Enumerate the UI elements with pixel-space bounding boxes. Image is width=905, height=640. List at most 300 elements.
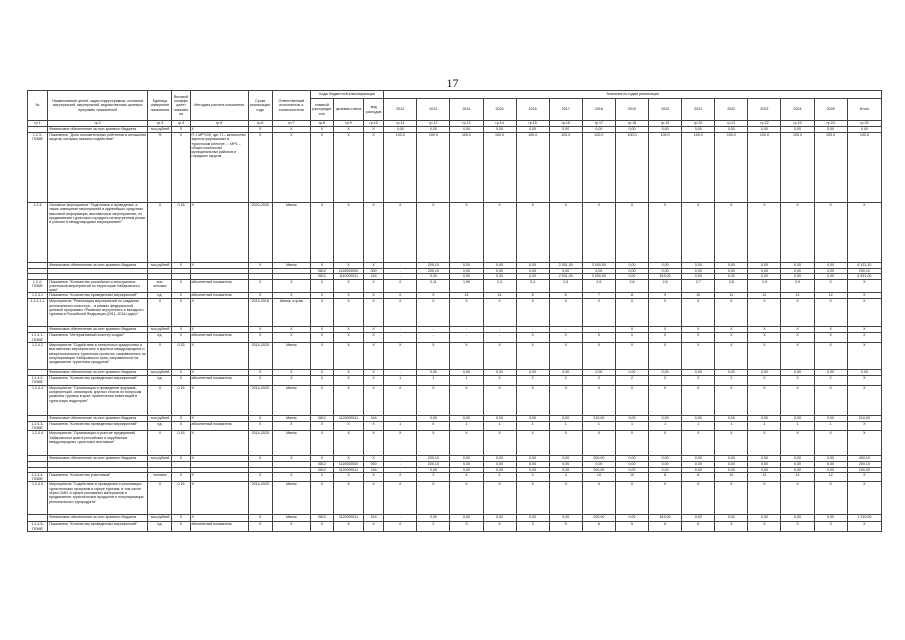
table-cell: Х xyxy=(483,343,516,370)
table-cell: 100,0 xyxy=(748,133,781,203)
table-cell: 0,00 xyxy=(417,467,450,472)
table-cell: 2,6 xyxy=(582,279,615,293)
table-cell: 0,00 xyxy=(582,269,615,274)
table-cell: Х xyxy=(364,376,384,386)
table-cell: Х xyxy=(172,472,190,482)
table-cell: 100,0 xyxy=(649,133,682,203)
table-cell: Х xyxy=(333,299,363,327)
table-cell: Х xyxy=(847,385,881,415)
table-cell: Х xyxy=(483,482,516,515)
header-year: 2021 xyxy=(682,99,715,121)
table-cell: 0,00 xyxy=(450,415,483,421)
table-cell: 0,00 xyxy=(450,515,483,522)
table-cell: - xyxy=(384,263,417,269)
table-cell: 100,0 xyxy=(450,133,483,203)
table-cell: 0,00 xyxy=(781,415,814,421)
table-cell: 2013-2018 xyxy=(248,299,272,327)
table-cell: Х xyxy=(649,431,682,456)
header-year: 2013 xyxy=(417,99,450,121)
table-row xyxy=(28,385,882,415)
table-cell: Х xyxy=(748,203,781,263)
table-cell: 12 xyxy=(748,293,781,299)
table-cell: 200,00 xyxy=(582,515,615,522)
table-cell: Х xyxy=(417,203,450,263)
table-cell: Х xyxy=(333,263,363,269)
table-cell: 0,00 xyxy=(682,462,715,467)
table-cell: 200,10 xyxy=(417,462,450,467)
table-cell: 0,00 xyxy=(615,515,648,522)
column-number-cell: гр.16 xyxy=(549,121,582,127)
table-cell: 0,33 xyxy=(172,343,190,370)
table-cell: 1110099111 xyxy=(333,274,363,279)
table-cell: Х xyxy=(549,203,582,263)
table-cell: Х xyxy=(310,279,333,293)
table-cell: 1120099111 xyxy=(333,415,363,421)
table-cell: 2014-2025 xyxy=(248,482,272,515)
table-cell: 3 xyxy=(715,522,748,532)
table-cell: 0,00 xyxy=(516,370,549,376)
table-cell: 200,10 xyxy=(417,456,450,462)
table-cell: 10 xyxy=(682,293,715,299)
table-cell: 0,00 xyxy=(450,127,483,133)
table-cell: Х xyxy=(781,385,814,415)
table-cell: Х xyxy=(516,343,549,370)
table-cell: Х xyxy=(333,421,363,431)
table-cell: 0,00 xyxy=(516,127,549,133)
column-number-cell: гр.5 xyxy=(190,121,248,127)
table-cell: Х xyxy=(615,203,648,263)
table-cell: Х xyxy=(172,133,190,203)
table-cell: Х xyxy=(715,299,748,327)
table-cell: Х xyxy=(310,133,333,203)
table-cell: абсолютный показатель xyxy=(190,376,248,386)
table-cell: Минэк xyxy=(272,415,310,421)
row-name-cell: Финансовое обеспечение за счет краевого бюджета xyxy=(48,370,148,376)
table-cell: - xyxy=(384,415,417,421)
table-cell: 2,5 xyxy=(549,279,582,293)
table-cell: 12 xyxy=(781,472,814,482)
table-cell: Х xyxy=(364,482,384,515)
table-cell: Х xyxy=(715,482,748,515)
table-cell: Х xyxy=(190,127,248,133)
table-cell: Х xyxy=(715,431,748,456)
table-cell: 0812 xyxy=(310,415,333,421)
table-cell: 0,00 xyxy=(649,370,682,376)
header-year: 2015 xyxy=(483,99,516,121)
table-cell: 2,6 xyxy=(615,279,648,293)
table-cell: 4 xyxy=(450,472,483,482)
table-cell: Х xyxy=(364,279,384,293)
table-cell: Х xyxy=(417,299,450,327)
table-cell: Минэк, стр-ва xyxy=(272,299,310,327)
table-cell: Х xyxy=(516,385,549,415)
table-cell: 5 931,00 xyxy=(847,274,881,279)
table-cell: Х xyxy=(172,421,190,431)
table-cell: 100,0 xyxy=(384,133,417,203)
table-cell: Х xyxy=(715,333,748,343)
table-cell: Х xyxy=(364,327,384,333)
table-cell: 0,00 xyxy=(615,467,648,472)
table-cell: 100,0 xyxy=(582,133,615,203)
column-number-cell: гр.1 xyxy=(28,121,48,127)
table-cell: 0,00 xyxy=(649,269,682,274)
column-number-cell: гр.2 xyxy=(48,121,148,127)
table-cell: Х xyxy=(847,327,881,333)
table-cell: 000 xyxy=(364,269,384,274)
table-row xyxy=(28,522,882,532)
table-cell: тыс.рублей xyxy=(148,370,172,376)
table-cell: Х xyxy=(649,482,682,515)
column-number-cell: гр.24 xyxy=(814,121,847,127)
column-number-cell: гр.8 xyxy=(310,121,333,127)
table-cell: тыс.рублей xyxy=(148,327,172,333)
table-cell: Х xyxy=(417,385,450,415)
table-cell: 0,00 xyxy=(483,515,516,522)
table-cell: Х xyxy=(190,472,248,482)
table-cell: - xyxy=(516,327,549,333)
table-cell: 0,00 xyxy=(615,415,648,421)
table-cell: 2 xyxy=(549,376,582,386)
row-name-cell: Мероприятие "Содействие в интересных ярмарочных и выставочных мероприятиях и крупных международных и межрегиональных туристских проектах, направленных на популяризацию Хабаровского края, направленное на продвижение туристских продуктов" xyxy=(48,343,148,370)
table-cell: 12 xyxy=(781,293,814,299)
table-cell: 5 xyxy=(516,293,549,299)
table-cell: Х xyxy=(172,127,190,133)
table-cell: 3 000,00 xyxy=(582,274,615,279)
table-cell: 0,00 xyxy=(715,370,748,376)
table-cell: Х xyxy=(190,456,248,462)
table-cell: 0,00 xyxy=(483,263,516,269)
table-cell: Х xyxy=(310,327,333,333)
table-cell: 9 xyxy=(417,293,450,299)
table-cell: Минэк xyxy=(272,482,310,515)
table-cell: 100,0 xyxy=(781,133,814,203)
table-cell: Х xyxy=(781,333,814,343)
table-cell: Х xyxy=(272,370,310,376)
table-row xyxy=(28,279,882,293)
table-cell: ед. xyxy=(148,522,172,532)
table-cell: Х xyxy=(364,385,384,415)
row-name-cell: Финансовое обеспечение за счет краевого бюджета xyxy=(48,515,148,522)
table-cell: 0,00 xyxy=(748,515,781,522)
table-cell: Х xyxy=(172,327,190,333)
column-number-cell: гр.17 xyxy=(582,121,615,127)
table-cell: Х xyxy=(615,333,648,343)
table-cell: 1 xyxy=(417,376,450,386)
table-cell: ед. xyxy=(148,376,172,386)
table-cell: 100,0 xyxy=(615,133,648,203)
header-year: 2018 xyxy=(582,99,615,121)
table-cell: Х xyxy=(649,333,682,343)
table-cell: Х xyxy=(310,385,333,415)
table-cell: Х xyxy=(333,327,363,333)
table-cell: Х xyxy=(483,203,516,263)
table-cell: Х xyxy=(847,482,881,515)
table-cell: Х xyxy=(310,482,333,515)
table-cell: Х xyxy=(682,299,715,327)
table-cell: Х xyxy=(310,293,333,299)
table-cell: 5 xyxy=(549,522,582,532)
table-cell: 2 xyxy=(814,376,847,386)
row-name-cell: Показатель "Количество проведенных мероприятий" xyxy=(48,376,148,386)
table-cell: Х xyxy=(333,343,363,370)
table-cell: 0,00 xyxy=(615,462,648,467)
table-cell: 210,00 xyxy=(847,415,881,421)
table-cell: Х xyxy=(248,127,272,133)
table-cell: 0,00 xyxy=(516,415,549,421)
table-cell: Х xyxy=(450,299,483,327)
table-cell: 0,00 xyxy=(814,456,847,462)
table-cell: Х xyxy=(190,327,248,333)
table-cell: Х xyxy=(384,482,417,515)
table-cell: 0,00 xyxy=(649,467,682,472)
table-cell: 1,96 xyxy=(450,279,483,293)
row-name-cell: Финансовое обеспечение за счет краевого бюджета xyxy=(48,456,148,462)
table-cell: ед. xyxy=(148,333,172,343)
table-row xyxy=(28,343,882,370)
table-cell: 100,0 xyxy=(814,133,847,203)
table-cell: 0,00 xyxy=(715,127,748,133)
table-cell: 2 xyxy=(781,376,814,386)
table-cell: Х xyxy=(549,343,582,370)
table-cell: 200,10 xyxy=(847,269,881,274)
table-row xyxy=(28,515,882,522)
table-cell: Х xyxy=(310,333,333,343)
table-cell: 0,00 xyxy=(682,370,715,376)
table-cell: Х xyxy=(310,203,333,263)
table-cell: 0,00 xyxy=(748,456,781,462)
row-number-cell xyxy=(28,515,48,522)
table-cell: 10 xyxy=(582,472,615,482)
table-cell: Х xyxy=(549,482,582,515)
table-cell: Х xyxy=(516,299,549,327)
table-cell: 0,00 xyxy=(516,274,549,279)
table-cell: 1110000000 xyxy=(333,269,363,274)
table-cell: 519,00 xyxy=(649,515,682,522)
table-cell: Х xyxy=(384,299,417,327)
table-cell: Х xyxy=(272,472,310,482)
table-cell: 0 xyxy=(549,333,582,343)
table-cell: 200,00 xyxy=(582,456,615,462)
table-cell: Х xyxy=(450,482,483,515)
table-cell: 100,0 xyxy=(682,133,715,203)
table-cell: Х xyxy=(516,482,549,515)
table-cell: 0,00 xyxy=(748,415,781,421)
table-cell: 0,00 xyxy=(549,269,582,274)
column-number-cell: гр.7 xyxy=(272,121,310,127)
table-cell: 400,10 xyxy=(847,456,881,462)
table-cell: 0,00 xyxy=(781,274,814,279)
table-cell: Х xyxy=(272,456,310,462)
column-number-cell: гр.19 xyxy=(649,121,682,127)
column-number-cell: гр.4 xyxy=(172,121,190,127)
table-cell: 200,10 xyxy=(847,462,881,467)
table-cell: 0,00 xyxy=(814,462,847,467)
table-cell: 0,00 xyxy=(615,263,648,269)
table-cell: 6 xyxy=(549,293,582,299)
table-cell: Минэк xyxy=(272,343,310,370)
table-cell: Х xyxy=(649,203,682,263)
table-cell: 3 000,00 xyxy=(582,263,615,269)
table-cell: 0,00 xyxy=(682,456,715,462)
table-cell: Х xyxy=(190,299,248,327)
table-cell: Х xyxy=(615,343,648,370)
table-cell: Х xyxy=(172,333,190,343)
table-cell: 0,00 xyxy=(814,274,847,279)
table-cell: Х xyxy=(333,279,363,293)
table-cell: Х xyxy=(333,431,363,456)
table-cell: 2,8 xyxy=(715,279,748,293)
table-cell: 0,00 xyxy=(715,467,748,472)
table-cell: Х xyxy=(384,385,417,415)
table-cell: 0,00 xyxy=(682,274,715,279)
table-cell: Х xyxy=(272,522,310,532)
table-cell: 7 xyxy=(582,293,615,299)
table-cell: Х xyxy=(190,370,248,376)
header-code-sub: целевая статья xyxy=(333,99,363,121)
table-cell: 0812 xyxy=(310,462,333,467)
table-cell: 0,00 xyxy=(516,467,549,472)
table-cell: 0,00 xyxy=(748,462,781,467)
table-cell: 0,00 xyxy=(483,456,516,462)
table-cell: 1 xyxy=(615,421,648,431)
table-cell: Х xyxy=(333,385,363,415)
row-name-cell: Показатель "Количество российских и иностранных участников мероприятий по территории Хабаровского края" xyxy=(48,279,148,293)
row-name-cell: Показатель "Количество участников" xyxy=(48,472,148,482)
table-cell: 4 xyxy=(549,472,582,482)
table-cell: Х xyxy=(310,456,333,462)
table-cell: 0 xyxy=(384,293,417,299)
table-cell: 0 xyxy=(582,333,615,343)
table-cell: 0,00 xyxy=(781,515,814,522)
table-cell: Х xyxy=(615,482,648,515)
column-number-cell: гр.6 xyxy=(248,121,272,127)
table-cell: 0,00 xyxy=(450,269,483,274)
table-cell: 0 xyxy=(384,522,417,532)
table-cell: Х xyxy=(847,279,881,293)
table-cell: 2,6 xyxy=(649,279,682,293)
table-cell: - xyxy=(450,333,483,343)
table-cell: Х xyxy=(310,299,333,327)
header-year: 2014 xyxy=(450,99,483,121)
row-name-cell: Финансовое обеспечение за счет краевого бюджета xyxy=(48,263,148,269)
table-cell: Х xyxy=(364,333,384,343)
table-cell: Х xyxy=(248,421,272,431)
table-cell: - xyxy=(384,269,417,274)
table-cell: Х xyxy=(384,472,417,482)
table-cell: 0,00 xyxy=(682,127,715,133)
table-cell: 3 xyxy=(748,522,781,532)
table-cell: Х xyxy=(582,431,615,456)
table-cell: 2 xyxy=(417,522,450,532)
table-cell: 0,00 xyxy=(450,370,483,376)
table-row xyxy=(28,333,882,343)
table-cell: 0,00 xyxy=(417,274,450,279)
column-number-cell: гр.20 xyxy=(682,121,715,127)
table-cell: 0,00 xyxy=(847,370,881,376)
table-cell: 2 xyxy=(417,472,450,482)
table-cell: - xyxy=(384,333,417,343)
table-cell: 0,00 xyxy=(748,263,781,269)
table-cell: 11 xyxy=(715,293,748,299)
table-cell: 0,00 xyxy=(516,263,549,269)
table-cell: ед. xyxy=(148,293,172,299)
table-cell: 0,00 xyxy=(417,515,450,522)
column-number-cell: гр.3 xyxy=(148,121,172,127)
table-cell: 0,00 xyxy=(715,462,748,467)
table-cell: 0,00 xyxy=(814,415,847,421)
table-row xyxy=(28,376,882,386)
table-cell: Х xyxy=(272,293,310,299)
column-number-cell: гр.23 xyxy=(781,121,814,127)
table-cell: Х xyxy=(190,415,248,421)
table-cell: человек xyxy=(148,472,172,482)
table-cell: Х xyxy=(148,385,172,415)
table-cell: Х xyxy=(333,370,363,376)
table-cell: 0,00 xyxy=(549,127,582,133)
table-cell: 0,00 xyxy=(483,462,516,467)
table-cell: 0,00 xyxy=(483,370,516,376)
table-cell: 2014-2025 xyxy=(248,431,272,456)
table-cell: 2 xyxy=(483,376,516,386)
table-cell: Х xyxy=(814,279,847,293)
table-cell: Х xyxy=(615,299,648,327)
header-codes: Коды бюджетной классификации xyxy=(310,91,383,99)
table-cell: 244 xyxy=(364,515,384,522)
table-cell: Х xyxy=(450,203,483,263)
table-cell: 0,15 xyxy=(172,385,190,415)
table-cell: Х xyxy=(272,333,310,343)
table-cell: 0,00 xyxy=(814,127,847,133)
table-cell: 9 xyxy=(649,293,682,299)
row-name-cell: Мероприятие "Организация и проведение форумов, конференций, семинаров, круглых столов по вопросам развития туризма в крае, привлечения инвестиций в туристскую индустрию" xyxy=(48,385,148,415)
table-cell: 0,15 xyxy=(172,482,190,515)
table-cell: 8 xyxy=(615,293,648,299)
row-name-cell: Мероприятие "Организация и участие предприятий Хабаровского края в российских и зарубежных международных туристских выставках" xyxy=(48,431,148,456)
table-cell: 0,00 xyxy=(516,515,549,522)
table-cell: 2 xyxy=(649,376,682,386)
table-cell: Х xyxy=(483,299,516,327)
column-number-cell: гр.18 xyxy=(615,121,648,127)
header-method: Методика расчета показателя xyxy=(190,91,248,121)
table-row xyxy=(28,472,882,482)
table-cell: 0812 xyxy=(310,274,333,279)
table-cell: 1120099111 xyxy=(333,467,363,472)
table-cell: Х xyxy=(549,431,582,456)
table-cell: Х xyxy=(847,522,881,532)
table-cell: 2 931,00 xyxy=(549,274,582,279)
table-cell: 0,00 xyxy=(549,462,582,467)
table-cell: - xyxy=(417,333,450,343)
table-cell: 1 xyxy=(649,421,682,431)
table-cell: 8 xyxy=(682,472,715,482)
table-cell: Х xyxy=(847,431,881,456)
column-number-cell: гр.21 xyxy=(715,121,748,127)
header-name: Наименование целей, задач подпрограммы, основных мероприятий, мероприятий, ведомственных целевых программ, показателей xyxy=(48,91,148,121)
table-cell: 3 xyxy=(814,522,847,532)
table-cell: 1120099111 xyxy=(333,515,363,522)
row-name-cell: Мероприятие "Содействие в проведении и реализации туристических программ в сфере туризма, в том числе через CMИ, в сфере рекламных материалов и продвижение туристических продуктов и популяризация регионального турпродукта" xyxy=(48,482,148,515)
table-cell: 10 xyxy=(715,472,748,482)
table-cell: Х xyxy=(549,299,582,327)
table-cell: 0,00 xyxy=(450,462,483,467)
table-cell: 0,00 xyxy=(516,462,549,467)
table-cell: 14 xyxy=(483,293,516,299)
table-cell: - xyxy=(384,456,417,462)
table-cell: Х xyxy=(748,299,781,327)
table-cell: Х xyxy=(272,133,310,203)
table-cell: Х xyxy=(715,327,748,333)
column-number-cell: гр.14 xyxy=(483,121,516,127)
